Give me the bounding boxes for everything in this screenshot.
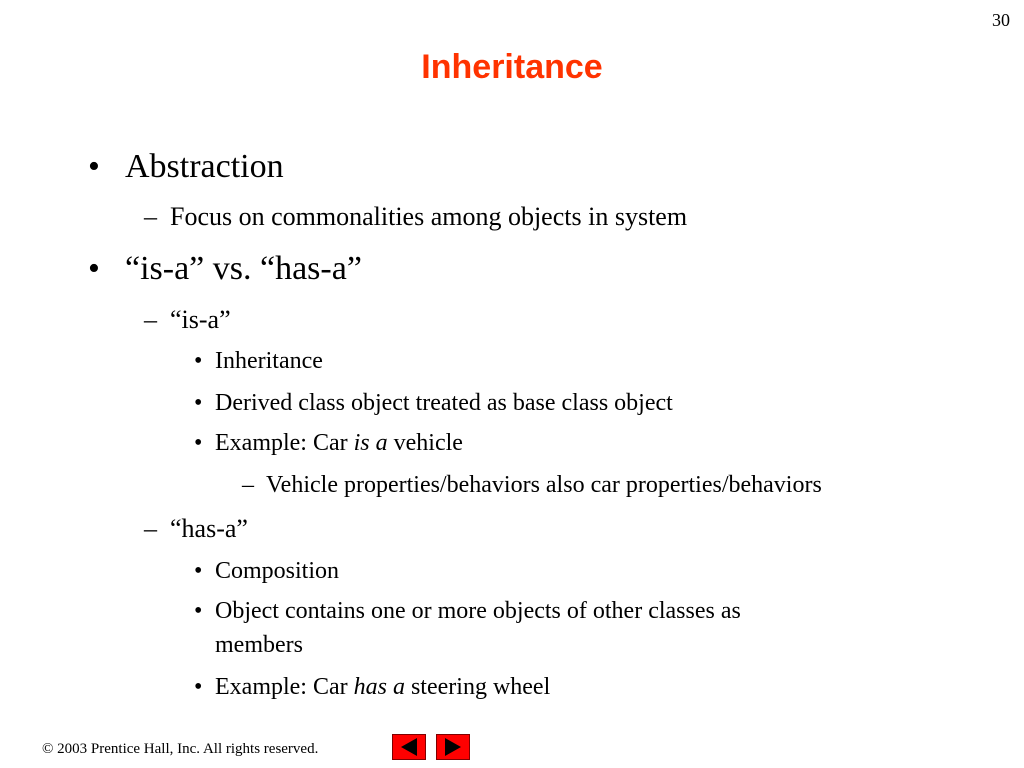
example-prefix: Example: Car (215, 430, 354, 456)
bullet-composition: Composition (215, 558, 340, 584)
copyright-symbol: © (42, 741, 54, 757)
bullet-object-contains-continuation: members (215, 632, 303, 658)
example-prefix: Example: Car (215, 674, 354, 700)
copyright-text: 2003 Prentice Hall, Inc. All rights reserved. (53, 741, 319, 757)
example-emphasis: is a (353, 430, 388, 456)
next-slide-button[interactable] (436, 734, 470, 760)
triangle-left-icon (393, 735, 425, 759)
dash-marker: – (144, 514, 157, 543)
dash-marker: – (242, 472, 254, 498)
bullet-is-a-vs-has-a: “is-a” vs. “has-a” (125, 250, 362, 287)
bullet-marker: • (194, 674, 203, 700)
bullet-marker: • (194, 390, 203, 416)
example-suffix: vehicle (387, 430, 463, 456)
example-suffix: steering wheel (404, 674, 551, 700)
previous-slide-button[interactable] (392, 734, 426, 760)
dash-marker: – (144, 305, 157, 334)
bullet-marker: • (194, 348, 203, 374)
bullet-marker: • (194, 558, 203, 584)
bullet-marker: • (88, 148, 100, 185)
bullet-derived-class: Derived class object treated as base class object (215, 390, 673, 416)
bullet-example-has-a (215, 674, 550, 701)
bullet-inheritance: Inheritance (215, 348, 323, 374)
bullet-abstraction: Abstraction (125, 148, 284, 185)
bullet-vehicle-properties: Vehicle properties/behaviors also car properties/behaviors (266, 472, 822, 498)
bullet-focus-commonalities: Focus on commonalities among objects in system (170, 202, 688, 231)
slide-number: 30 (992, 10, 1010, 30)
bullet-marker: • (194, 430, 203, 456)
triangle-right-icon (437, 735, 469, 759)
bullet-marker: • (194, 598, 203, 624)
slide-title: Inheritance (421, 48, 603, 86)
copyright-footer (42, 741, 318, 758)
example-emphasis: has a (353, 674, 405, 700)
bullet-marker: • (88, 250, 100, 287)
bullet-is-a: “is-a” (170, 305, 231, 334)
bullet-example-is-a (215, 430, 463, 457)
dash-marker: – (144, 202, 157, 231)
bullet-has-a: “has-a” (170, 514, 248, 543)
bullet-object-contains: Object contains one or more objects of other classes as (215, 598, 741, 624)
